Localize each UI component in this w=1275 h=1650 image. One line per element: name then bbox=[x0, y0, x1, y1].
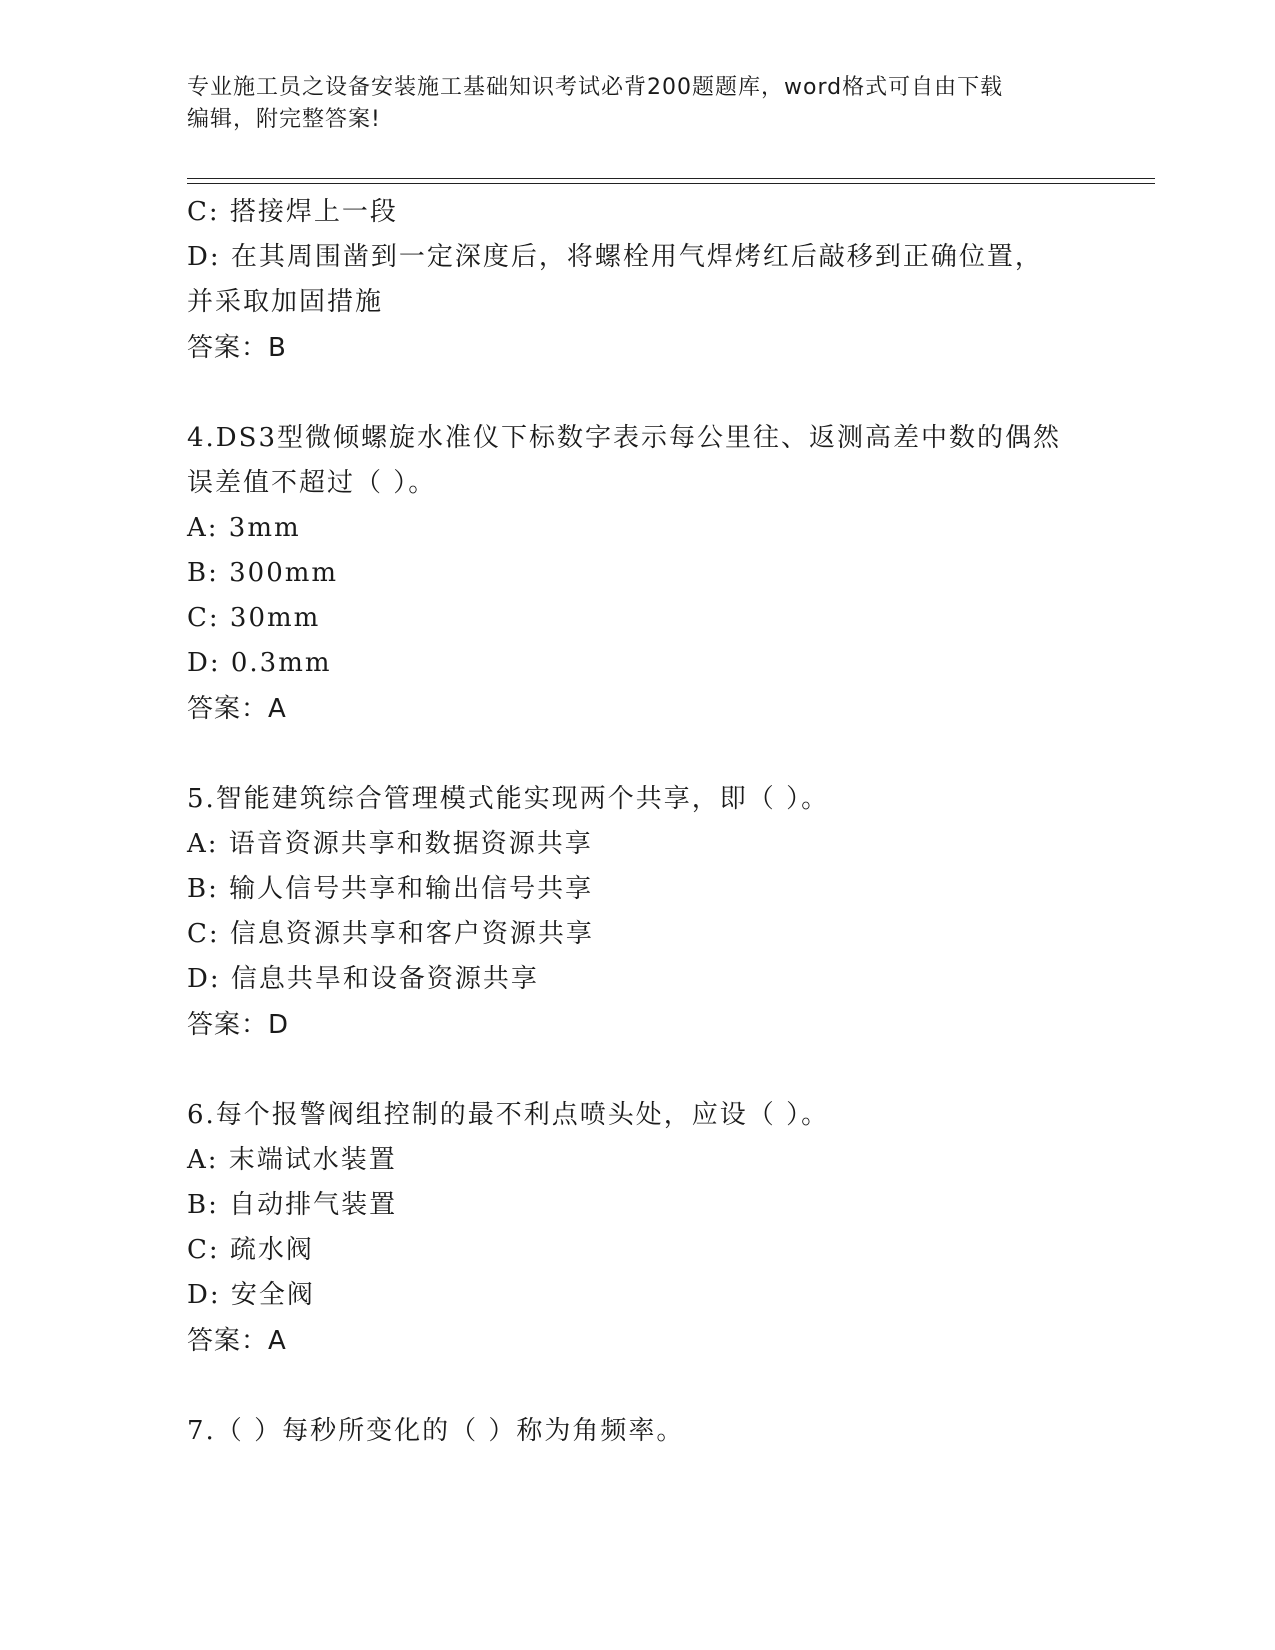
question-stem: 7.（ ）每秒所变化的（ ）称为角频率。 bbox=[187, 1416, 685, 1446]
spacer bbox=[187, 732, 1087, 777]
spacer bbox=[187, 1048, 1087, 1093]
question-4 bbox=[187, 416, 1087, 732]
option-b: B: 300mm bbox=[187, 558, 339, 588]
question-list bbox=[187, 190, 1087, 1454]
question-3-tail bbox=[187, 190, 1087, 371]
question-5 bbox=[187, 777, 1087, 1048]
option-a: A: 末端试水装置 bbox=[187, 1145, 397, 1175]
question-6 bbox=[187, 1093, 1087, 1364]
option-d: D: 信息共旱和设备资源共享 bbox=[187, 964, 539, 994]
option-b: B: 输人信号共享和输出信号共享 bbox=[187, 874, 594, 904]
header-divider-top bbox=[187, 178, 1155, 179]
answer-line: 答案：D bbox=[187, 1010, 290, 1040]
header-title-line1: 专业施工员之设备安装施工基础知识考试必背200题题库，word格式可自由下载 bbox=[187, 75, 1004, 100]
option-c: C: 信息资源共享和客户资源共享 bbox=[187, 919, 594, 949]
question-stem: 5.智能建筑综合管理模式能实现两个共享，即（ ）。 bbox=[187, 784, 830, 814]
document-header bbox=[187, 72, 1087, 136]
question-7 bbox=[187, 1409, 1087, 1454]
option-d-continued: 并采取加固措施 bbox=[187, 287, 384, 317]
option-c: C: 搭接焊上一段 bbox=[187, 197, 398, 227]
question-stem: 4.DS3型微倾螺旋水准仪下标数字表示每公里往、返测高差中数的偶然 bbox=[187, 423, 1062, 453]
option-b: B: 自动排气装置 bbox=[187, 1190, 398, 1220]
answer-line: 答案：A bbox=[187, 1326, 287, 1356]
question-stem-continued: 误差值不超过（ ）。 bbox=[187, 468, 437, 498]
option-d: D: 在其周围凿到一定深度后，将螺栓用气焊烤红后敲移到正确位置， bbox=[187, 242, 1043, 272]
option-a: A: 语音资源共享和数据资源共享 bbox=[187, 829, 593, 859]
answer-line: 答案：B bbox=[187, 333, 287, 363]
header-title-line2: 编辑，附完整答案! bbox=[187, 107, 381, 132]
option-a: A: 3mm bbox=[187, 513, 301, 543]
question-stem: 6.每个报警阀组控制的最不利点喷头处，应设（ ）。 bbox=[187, 1100, 830, 1130]
option-d: D: 0.3mm bbox=[187, 648, 332, 678]
answer-line: 答案：A bbox=[187, 694, 287, 724]
option-c: C: 疏水阀 bbox=[187, 1235, 314, 1265]
option-c: C: 30mm bbox=[187, 603, 321, 633]
option-d: D: 安全阀 bbox=[187, 1280, 315, 1310]
spacer bbox=[187, 371, 1087, 416]
header-divider-bottom bbox=[187, 183, 1155, 184]
spacer bbox=[187, 1364, 1087, 1409]
